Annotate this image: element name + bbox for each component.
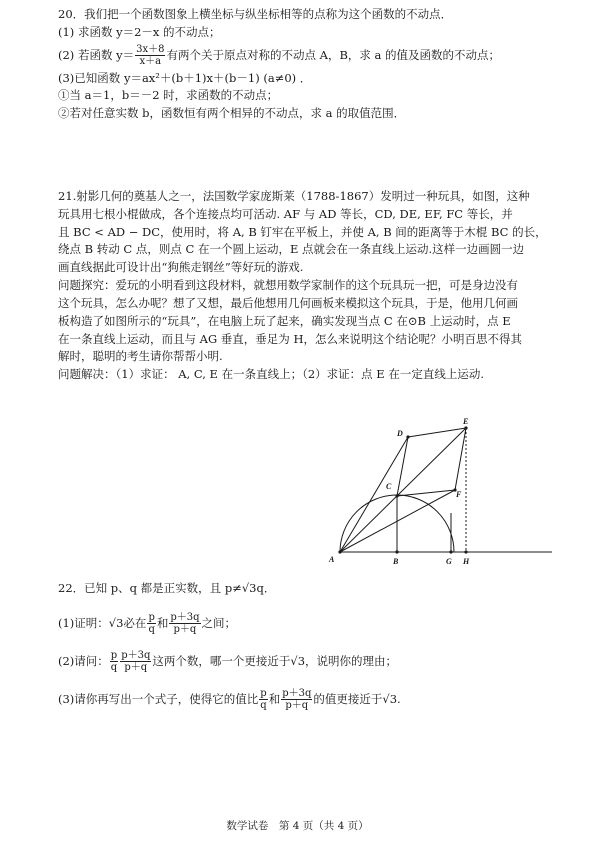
frac-numerator: p xyxy=(260,687,267,699)
q21-line-11: 问题解决：（1）求证： A, C, E 在一条直线上；（2）求证：点 E 在一定直线上运动. xyxy=(58,367,485,382)
point-c xyxy=(395,494,398,497)
q22-p1-frac-mix xyxy=(169,612,200,636)
label-g: G xyxy=(446,557,452,566)
q21-line-8: 板构造了如图所示的“玩具”，在电脑上玩了起来，确实发现当点 C 在⊙B 上运动时，点 E xyxy=(58,313,511,328)
q22-part2-suffix: 这两个数，哪一个更接近于√3，说明你的理由； xyxy=(152,653,398,668)
question-21 xyxy=(58,188,558,384)
q22-part1-suffix: 之间； xyxy=(201,615,237,630)
q20-part3-sub1: ①当 a＝1，b＝－2 时，求函数的不动点； xyxy=(58,88,279,103)
q22-p3-frac-mix xyxy=(281,688,312,712)
page-footer: 数学试卷 第 4 页（共 4 页） xyxy=(226,820,369,832)
q22-part1 xyxy=(58,612,558,636)
q22-stem: 22．已知 p、q 都是正实数，且 p≠√3q． xyxy=(58,581,276,595)
frac-denominator: p＋q xyxy=(124,662,148,674)
q21-line-7: 这个玩具，怎么办呢？想了又想，最后他想用几何画板来模拟这个玩具，于是，他用几何画 xyxy=(58,295,518,310)
q20-part2 xyxy=(58,44,558,68)
label-a: A xyxy=(329,555,335,564)
rod-de xyxy=(408,428,466,437)
q21-line-1: 21.射影几何的奠基人之一，法国数学家庞斯莱（1788-1867）发明过一种玩具，如图，这种 xyxy=(58,189,530,203)
q21-line-6: 问题探究：爱玩的小明看到这段材料，就想用数学家制作的这个玩具玩一把，可是身边没有 xyxy=(58,278,518,293)
q21-line-5: 画直线据此可设计出“狗熊走钢丝”等好玩的游戏. xyxy=(58,260,304,275)
q22-part3-suffix: 的值更接近于√3. xyxy=(313,691,401,706)
frac-denominator: q xyxy=(260,700,267,712)
label-d: D xyxy=(397,429,403,438)
q22-part1-prefix: (1)证明：√3必在 xyxy=(58,615,147,630)
q20-fraction-denominator: x＋a xyxy=(139,56,162,68)
q22-p2-frac-mix xyxy=(120,650,151,674)
q20-fraction xyxy=(135,44,165,68)
frac-numerator: p xyxy=(110,649,118,661)
q21-line-3: 且 BC < AD − DC，使用时，将 A, B 钉牢在平板上，并使 A, B 间的距离等于木棍 BC 的长， xyxy=(58,224,547,239)
point-e xyxy=(464,426,467,429)
q20-part1: (1) 求函数 y＝2－x 的不动点； xyxy=(58,24,221,39)
label-h: H xyxy=(463,557,470,566)
label-c: C xyxy=(386,482,392,491)
point-d xyxy=(406,435,409,438)
frac-denominator: q xyxy=(110,662,118,674)
q22-part3-and: 和 xyxy=(268,691,281,706)
q20-stem: 20．我们把一个函数图象上横坐标与纵坐标相等的点称为这个函数的不动点． xyxy=(58,7,453,21)
q22-part3-prefix: (3)请你再写出一个式子，使得它的值比 xyxy=(58,691,259,706)
q22-part2 xyxy=(58,650,558,674)
question-22 xyxy=(58,580,558,712)
q20-fraction-numerator: 3x＋8 xyxy=(136,43,165,55)
point-g xyxy=(449,550,452,553)
q20-part3: (3)已知函数 y＝ax²＋(b＋1)x＋(b－1) (a≠0) ． xyxy=(58,70,312,85)
q22-p1-frac-pq xyxy=(147,612,155,636)
q22-p2-frac-pq xyxy=(110,650,118,674)
point-a xyxy=(338,550,341,553)
q21-line-10: 解时，聪明的考生请你帮帮小明. xyxy=(58,349,223,364)
q21-line-4: 绕点 B 转动 C 点，则点 C 在一个圆上运动，E 点就会在一条直线上运动.这样一边画圆一边 xyxy=(58,242,525,257)
q21-geometry-figure xyxy=(320,415,560,570)
point-b xyxy=(395,550,398,553)
frac-numerator: p xyxy=(148,611,155,623)
frac-denominator: p＋q xyxy=(285,700,309,712)
label-e: E xyxy=(463,417,469,426)
frac-numerator: p＋3q xyxy=(282,687,312,699)
q20-part2-suffix: 有两个关于原点对称的不动点 A，B，求 a 的值及函数的不动点； xyxy=(166,47,501,62)
q22-part2-prefix: (2)请问： xyxy=(58,653,109,668)
q20-part2-prefix: (2) 若函数 y＝ xyxy=(58,47,135,62)
q22-p3-frac-pq xyxy=(259,688,267,712)
label-b: B xyxy=(393,557,399,566)
q22-part3 xyxy=(58,688,558,712)
line-ae xyxy=(340,428,466,552)
q21-line-9: 在一条直线上运动，而且与 AG 垂直，垂足为 H，怎么来说明这个结论呢？小明百思不得其 xyxy=(58,331,522,346)
q20-part3-sub2: ②若对任意实数 b，函数恒有两个相异的不动点，求 a 的取值范围． xyxy=(58,106,406,121)
point-h xyxy=(464,550,467,553)
question-20 xyxy=(58,6,558,123)
q21-line-2: 玩具用七根小棍做成，各个连接点均可活动. AF 与 AD 等长，CD, DE, EF, FC 等长，并 xyxy=(58,206,513,221)
frac-denominator: q xyxy=(148,624,155,636)
q22-part1-and: 和 xyxy=(156,615,169,630)
frac-numerator: p＋3q xyxy=(170,611,200,623)
label-f: F xyxy=(456,490,462,499)
frac-denominator: p＋q xyxy=(173,624,197,636)
frac-numerator: p＋3q xyxy=(121,649,151,661)
